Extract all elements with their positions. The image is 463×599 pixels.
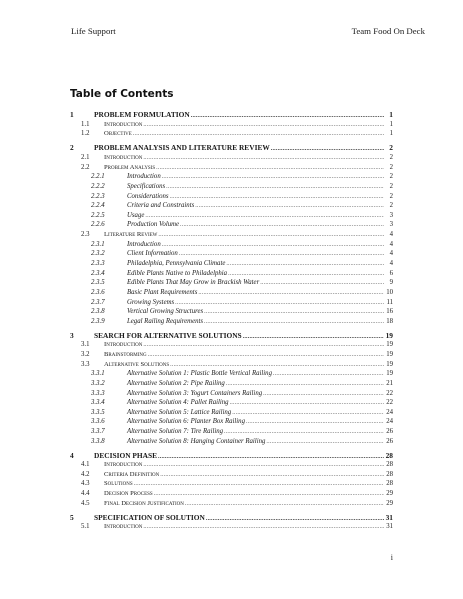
- toc-entry-number: 3.3.1: [91, 370, 105, 378]
- toc-entry-title: Objective: [104, 130, 132, 138]
- toc-entry-title: Introduction: [104, 523, 143, 531]
- toc-entry-2-3-4[interactable]: [70, 269, 393, 279]
- toc-entry-title: Solutions: [104, 480, 133, 488]
- toc-entry-2-2-5[interactable]: [70, 211, 393, 221]
- toc-entry-2-3-1[interactable]: [70, 240, 393, 250]
- toc-entry-number: 3.3.4: [91, 399, 105, 407]
- toc-entry-2-3-9[interactable]: [70, 317, 393, 327]
- toc-entry-number: 4.3: [81, 480, 90, 488]
- toc-entry-number: 2.3.5: [91, 279, 105, 287]
- toc-entry-number: 2.2.2: [91, 182, 105, 190]
- toc-entry-page: 24: [386, 408, 393, 416]
- toc-entry-2-3-8[interactable]: [70, 307, 393, 317]
- toc-entry-page: 19: [386, 360, 393, 368]
- toc-entry-2-3-3[interactable]: [70, 259, 393, 269]
- toc-entry-3-2[interactable]: [70, 350, 393, 360]
- toc-entry-title: Vertical Growing Structures: [127, 308, 204, 316]
- toc-entry-page: 2: [389, 153, 393, 161]
- toc-entry-number: 2.3.8: [91, 308, 105, 316]
- toc-leader-dots: [266, 437, 384, 448]
- toc-entry-page: 9: [389, 279, 393, 287]
- toc-entry-title: Basic Plant Requirements: [127, 288, 198, 296]
- toc-entry-title: PROBLEM FORMULATION: [94, 110, 190, 120]
- toc-entry-title: DECISION PHASE: [94, 450, 158, 460]
- toc-entry-3-3-3[interactable]: [70, 389, 393, 399]
- toc-entry-page: 18: [386, 317, 393, 325]
- toc-entry-page: 22: [386, 389, 393, 397]
- toc-entry-title: Alternative Solution 5: Lattice Railing: [127, 408, 232, 416]
- toc-entry-3-3-2[interactable]: [70, 379, 393, 389]
- toc-entry-3-3-1[interactable]: [70, 369, 393, 379]
- toc-entry-page: 4: [389, 250, 393, 258]
- toc-entry-title: Alternative Solution 3: Yogurt Containers Railing: [127, 389, 263, 397]
- toc-entry-title: Literature Review: [104, 231, 158, 239]
- toc-entry-2-2-3[interactable]: [70, 192, 393, 202]
- toc-entry-title: Alternative Solution 6: Planter Box Railing: [127, 418, 245, 426]
- toc-entry-1-2[interactable]: [70, 129, 393, 139]
- toc-entry-2-1[interactable]: [70, 153, 393, 163]
- toc-entry-page: 6: [389, 269, 393, 277]
- toc-entry-3-3-4[interactable]: [70, 398, 393, 408]
- toc-entry-5[interactable]: [70, 513, 393, 523]
- toc-entry-3[interactable]: [70, 331, 393, 341]
- toc-entry-page: 2: [389, 173, 393, 181]
- toc-entry-number: 1.2: [81, 130, 90, 138]
- toc-entry-number: 3.3.6: [91, 418, 105, 426]
- toc-entry-number: 4.4: [81, 490, 90, 498]
- toc-entry-page: 26: [386, 428, 393, 436]
- toc-entry-number: 3.3.8: [91, 437, 105, 445]
- toc-entry-page: 1: [389, 110, 393, 120]
- toc-entry-title: Problem Analysis: [104, 163, 156, 171]
- toc-entry-page: 10: [386, 288, 393, 296]
- toc-entry-number: 2.3.9: [91, 317, 105, 325]
- toc-entry-title: Legal Railing Requirements: [127, 317, 204, 325]
- toc-entry-number: 3.3.7: [91, 428, 105, 436]
- toc-entry-page: 4: [389, 240, 393, 248]
- toc-leader-dots: [204, 317, 384, 328]
- toc-entry-number: 2.3.2: [91, 250, 105, 258]
- toc-entry-number: 4.5: [81, 499, 90, 507]
- toc-entry-2-2[interactable]: [70, 163, 393, 173]
- toc-leader-dots: [143, 522, 384, 533]
- toc-entry-page: 19: [386, 341, 393, 349]
- toc-title: Table of Contents: [70, 88, 174, 100]
- toc-entry-5-1[interactable]: [70, 522, 393, 532]
- toc-entry-number: 2.1: [81, 153, 90, 161]
- toc-entry-number: 2.2.4: [91, 202, 105, 210]
- table-of-contents: [70, 106, 393, 532]
- toc-entry-number: 2.2.3: [91, 192, 105, 200]
- toc-entry-2-3[interactable]: [70, 230, 393, 240]
- toc-entry-number: 5.1: [81, 523, 90, 531]
- toc-entry-page: 28: [385, 450, 393, 460]
- toc-entry-title: Client Information: [127, 250, 178, 258]
- toc-entry-number: 4.1: [81, 461, 90, 469]
- toc-entry-title: Alternative Solution 1: Plastic Bottle Vertical Railing: [127, 370, 272, 378]
- toc-entry-number: 3.3.3: [91, 389, 105, 397]
- toc-entry-4-5[interactable]: [70, 499, 393, 509]
- toc-entry-4-3[interactable]: [70, 479, 393, 489]
- toc-entry-page: 1: [389, 130, 393, 138]
- toc-entry-number: 3.2: [81, 350, 90, 358]
- toc-entry-title: Introduction: [104, 153, 143, 161]
- toc-entry-2-3-5[interactable]: [70, 278, 393, 288]
- toc-entry-page: 19: [386, 370, 393, 378]
- toc-entry-page: 24: [386, 418, 393, 426]
- toc-entry-title: Philadelphia, Pennsylvania Climate: [127, 259, 226, 267]
- toc-entry-number: 2.3.3: [91, 259, 105, 267]
- toc-entry-title: Usage: [127, 211, 145, 219]
- toc-entry-title: PROBLEM ANALYSIS AND LITERATURE REVIEW: [94, 143, 270, 153]
- toc-entry-page: 3: [389, 211, 393, 219]
- toc-entry-page: 22: [386, 399, 393, 407]
- toc-entry-title: Considerations: [127, 192, 169, 200]
- toc-leader-dots: [185, 499, 384, 510]
- toc-entry-title: Decision Process: [104, 490, 153, 498]
- toc-entry-2-3-7[interactable]: [70, 298, 393, 308]
- toc-entry-title: Alternative Solution 7: Tire Railing: [127, 428, 224, 436]
- toc-entry-number: 3.3: [81, 360, 90, 368]
- toc-entry-1-1[interactable]: [70, 120, 393, 130]
- toc-entry-page: 28: [386, 470, 393, 478]
- toc-entry-page: 29: [386, 490, 393, 498]
- toc-entry-title: Criteria and Constraints: [127, 202, 195, 210]
- toc-entry-page: 11: [386, 298, 393, 306]
- toc-entry-number: 2.3.6: [91, 288, 105, 296]
- toc-entry-page: 2: [389, 192, 393, 200]
- toc-entry-page: 21: [386, 379, 393, 387]
- toc-entry-number: 2.3.7: [91, 298, 105, 306]
- running-header-right: Team Food On Deck: [351, 26, 425, 36]
- toc-entry-page: 1: [389, 120, 393, 128]
- toc-entry-title: Final Decision Justification: [104, 499, 184, 507]
- toc-entry-page: 2: [389, 143, 393, 153]
- toc-entry-number: 1.1: [81, 120, 90, 128]
- toc-entry-title: Growing Systems: [127, 298, 175, 306]
- toc-entry-number: 4: [70, 450, 74, 460]
- toc-entry-page: 28: [386, 480, 393, 488]
- toc-entry-number: 2.2.5: [91, 211, 105, 219]
- toc-entry-page: 2: [389, 182, 393, 190]
- toc-entry-page: 2: [389, 202, 393, 210]
- toc-entry-number: 2.2: [81, 163, 90, 171]
- toc-entry-4-2[interactable]: [70, 470, 393, 480]
- toc-entry-title: Introduction: [104, 120, 143, 128]
- toc-entry-number: 2.3: [81, 231, 90, 239]
- toc-entry-title: Alternative Solution 4: Pallet Railing: [127, 399, 229, 407]
- toc-entry-page: 4: [389, 231, 393, 239]
- toc-entry-page: 19: [385, 330, 393, 340]
- toc-entry-title: SEARCH FOR ALTERNATIVE SOLUTIONS: [94, 330, 242, 340]
- toc-entry-number: 2.3.4: [91, 269, 105, 277]
- page-number: i: [390, 553, 393, 562]
- toc-entry-2-3-6[interactable]: [70, 288, 393, 298]
- toc-entry-3-1[interactable]: [70, 340, 393, 350]
- toc-entry-number: 5: [70, 512, 74, 522]
- toc-entry-4-1[interactable]: [70, 460, 393, 470]
- toc-leader-dots: [133, 129, 384, 140]
- toc-entry-number: 3.3.2: [91, 379, 105, 387]
- toc-entry-3-3[interactable]: [70, 360, 393, 370]
- toc-entry-page: 28: [386, 461, 393, 469]
- toc-entry-2[interactable]: [70, 143, 393, 153]
- toc-entry-4-4[interactable]: [70, 489, 393, 499]
- toc-entry-number: 2.2.6: [91, 221, 105, 229]
- toc-entry-title: Introduction: [127, 240, 161, 248]
- toc-entry-title: Production Volume: [127, 221, 180, 229]
- toc-entry-number: 3.1: [81, 341, 90, 349]
- toc-entry-title: Edible Plants Native to Philadelphia: [127, 269, 228, 277]
- toc-entry-title: Edible Plants That May Grow in Brackish Water: [127, 279, 260, 287]
- toc-entry-number: 1: [70, 110, 74, 120]
- toc-entry-title: Criteria Definition: [104, 470, 160, 478]
- toc-entry-title: Specifications: [127, 182, 166, 190]
- toc-entry-4[interactable]: [70, 451, 393, 461]
- toc-entry-title: SPECIFICATION OF SOLUTION: [94, 512, 205, 522]
- toc-entry-page: 31: [385, 512, 393, 522]
- toc-entry-page: 2: [389, 163, 393, 171]
- toc-entry-title: Alternative Solutions: [104, 360, 170, 368]
- toc-entry-page: 29: [386, 499, 393, 507]
- toc-entry-page: 19: [386, 350, 393, 358]
- toc-entry-number: 3: [70, 330, 74, 340]
- toc-entry-number: 2.2.1: [91, 173, 105, 181]
- toc-entry-3-3-8[interactable]: [70, 437, 393, 447]
- toc-entry-number: 2: [70, 143, 74, 153]
- toc-entry-page: 16: [386, 308, 393, 316]
- toc-entry-page: 26: [386, 437, 393, 445]
- toc-entry-number: 4.2: [81, 470, 90, 478]
- toc-entry-title: Alternative Solution 2: Pipe Railing: [127, 379, 225, 387]
- toc-entry-number: 3.3.5: [91, 408, 105, 416]
- toc-entry-3-3-5[interactable]: [70, 408, 393, 418]
- toc-entry-page: 4: [389, 259, 393, 267]
- toc-entry-title: Introduction: [104, 341, 143, 349]
- toc-entry-title: Brainstorming: [104, 350, 147, 358]
- toc-entry-1[interactable]: [70, 110, 393, 120]
- toc-entry-3-3-6[interactable]: [70, 417, 393, 427]
- toc-entry-2-2-2[interactable]: [70, 182, 393, 192]
- toc-entry-2-2-1[interactable]: [70, 172, 393, 182]
- toc-entry-title: Introduction: [104, 461, 143, 469]
- toc-entry-page: 31: [386, 523, 393, 531]
- running-header-left: Life Support: [71, 26, 116, 36]
- toc-entry-number: 2.3.1: [91, 240, 105, 248]
- toc-entry-page: 3: [389, 221, 393, 229]
- toc-entry-3-3-7[interactable]: [70, 427, 393, 437]
- toc-entry-2-2-4[interactable]: [70, 201, 393, 211]
- toc-entry-2-2-6[interactable]: [70, 220, 393, 230]
- toc-entry-title: Alternative Solution 8: Hanging Container Railing: [127, 437, 266, 445]
- toc-entry-2-3-2[interactable]: [70, 249, 393, 259]
- toc-entry-title: Introduction: [127, 173, 161, 181]
